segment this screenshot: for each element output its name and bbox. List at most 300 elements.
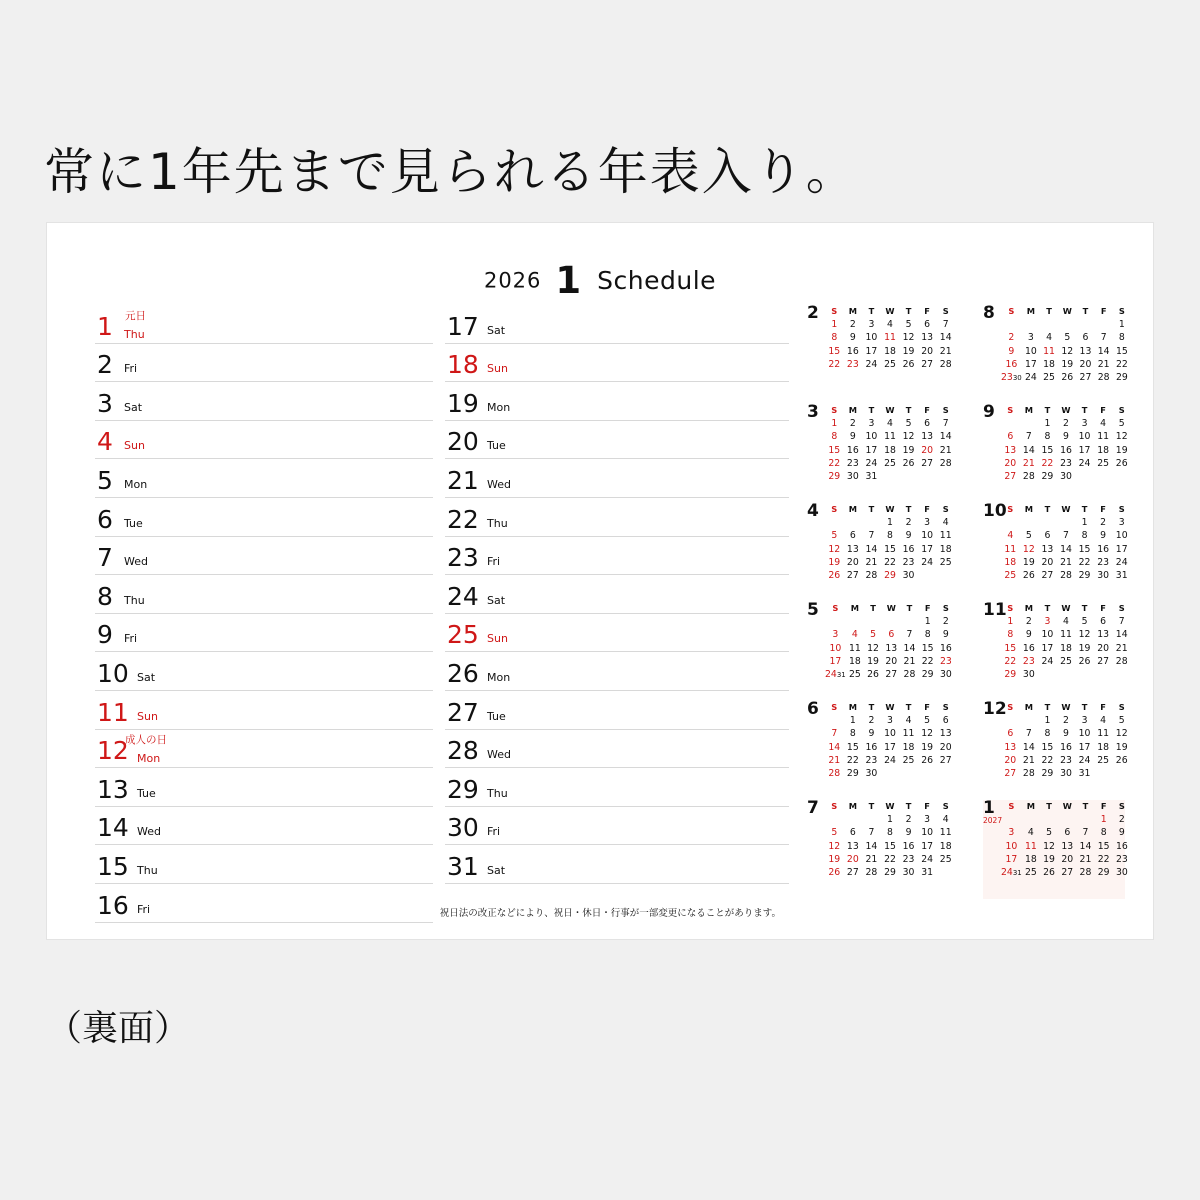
mini-day	[1022, 813, 1040, 826]
schedule-row[interactable]	[95, 537, 433, 576]
mini-day: 8	[1007, 629, 1014, 641]
mini-day: 15	[921, 642, 934, 654]
weekday-label: Sat	[137, 670, 156, 684]
mini-day: 12	[1078, 629, 1091, 641]
mini-weekday-header: S	[942, 306, 949, 316]
mini-day: 19	[1061, 358, 1074, 370]
mini-month[interactable]	[983, 303, 1128, 404]
weekday-label: Fri	[137, 902, 151, 916]
schedule-row[interactable]	[445, 459, 789, 498]
mini-day: 11	[1097, 431, 1110, 443]
mini-day: 23	[1060, 754, 1072, 766]
schedule-row[interactable]	[95, 575, 433, 614]
mini-weekday-header: S	[942, 801, 949, 811]
mini-day: 19	[921, 741, 934, 753]
mini-day: 28	[1022, 471, 1035, 483]
day-number: 12	[97, 736, 129, 766]
mini-weekday-header: T	[1044, 702, 1051, 712]
schedule-row[interactable]	[95, 614, 433, 653]
mini-day: 6	[1100, 616, 1107, 628]
day-number: 9	[97, 620, 113, 650]
mini-day: 22	[1097, 853, 1110, 865]
mini-day: 19	[867, 655, 879, 667]
mini-weekday-header: T	[1081, 702, 1088, 712]
mini-day	[862, 516, 881, 529]
day-number: 10	[97, 658, 129, 688]
mini-day: 22	[828, 457, 841, 469]
mini-day: 23	[846, 358, 859, 370]
mini-day: 29	[1004, 669, 1017, 681]
mini-day: 4	[887, 418, 893, 430]
mini-day: 9	[1118, 827, 1125, 839]
mini-month-label: 3	[807, 402, 819, 422]
weekday-label: Sun	[487, 632, 508, 646]
mini-weekday-header: S	[1118, 603, 1125, 613]
mini-weekday-header: T	[905, 306, 912, 316]
mini-day: 18	[884, 444, 896, 456]
mini-day: 8	[1118, 332, 1125, 344]
mini-day: 21	[865, 853, 878, 865]
mini-month-grid	[1001, 305, 1131, 385]
schedule-row[interactable]	[95, 807, 433, 846]
mini-month-grid	[825, 305, 955, 371]
mini-day: 4	[1100, 715, 1107, 727]
mini-day: 1	[1118, 319, 1125, 331]
mini-day: 11	[1004, 543, 1017, 555]
mini-day: 12	[1115, 728, 1128, 740]
mini-day: 18	[1043, 358, 1055, 370]
day-number: 5	[97, 465, 113, 495]
mini-day: 2	[1100, 517, 1107, 529]
mini-day: 19	[828, 853, 841, 865]
mini-month[interactable]	[983, 798, 1128, 899]
mini-day	[844, 516, 863, 529]
mini-day: 7	[1082, 827, 1089, 839]
mini-day: 17	[865, 345, 878, 357]
mini-day: 25	[939, 556, 952, 568]
mini-weekday-header: F	[924, 504, 930, 514]
mini-day: 26	[1043, 867, 1055, 879]
day-number: 26	[447, 658, 479, 688]
day-number: 3	[97, 388, 113, 418]
mini-day: 2	[1063, 715, 1069, 727]
mini-day: 1	[831, 418, 838, 430]
mini-weekday-header: S	[831, 504, 838, 514]
mini-day: 29	[1115, 372, 1128, 384]
mini-day: 11	[939, 827, 952, 839]
mini-day: 10	[1005, 840, 1018, 852]
mini-month-grid	[1001, 800, 1131, 880]
mini-day: 21	[1079, 853, 1092, 865]
mini-day: 9	[1063, 431, 1069, 443]
mini-day: 10	[1078, 728, 1091, 740]
mini-day: 27	[921, 457, 934, 469]
mini-day: 10	[884, 728, 896, 740]
mini-day: 6	[849, 827, 856, 839]
holiday-label: 成人の日	[125, 734, 167, 747]
mini-day: 1	[1044, 715, 1051, 727]
mini-weekday-header: S	[831, 702, 838, 712]
mini-day: 6	[924, 319, 931, 331]
mini-day: 22	[828, 358, 841, 370]
weekday-label: Thu	[124, 327, 145, 341]
mini-day: 7	[942, 319, 949, 331]
mini-day: 22	[1041, 457, 1054, 469]
schedule-row[interactable]	[445, 845, 789, 884]
disclaimer-note: 祝日法の改正などにより、祝日・休日・行事が一部変更になることがあります。	[439, 907, 781, 919]
mini-day: 28	[903, 669, 916, 681]
schedule-row[interactable]	[95, 498, 433, 537]
mini-weekday-header: T	[868, 306, 875, 316]
mini-day: 12	[1022, 543, 1035, 555]
mini-day: 22	[1115, 358, 1128, 370]
weekday-label: Sun	[487, 362, 508, 376]
mini-day	[1040, 318, 1058, 331]
mini-day: 2330	[1001, 372, 1022, 384]
schedule-row[interactable]	[95, 768, 433, 807]
schedule-column-left	[95, 305, 445, 920]
day-number: 24	[447, 581, 479, 611]
mini-day: 3	[924, 517, 931, 529]
mini-day: 20	[846, 853, 859, 865]
mini-day: 18	[1097, 444, 1110, 456]
mini-day: 5	[1118, 715, 1125, 727]
mini-day: 12	[902, 332, 915, 344]
mini-month[interactable]	[807, 602, 983, 701]
mini-weekday-header: W	[1061, 405, 1071, 415]
mini-day: 6	[849, 530, 856, 542]
weekday-label: Tue	[487, 709, 506, 723]
weekday-label: Tue	[137, 786, 156, 800]
mini-day: 18	[939, 840, 952, 852]
schedule-row[interactable]	[445, 382, 789, 421]
mini-month-grid	[825, 503, 955, 582]
mini-day: 20	[1041, 556, 1054, 568]
mini-day: 13	[939, 728, 952, 740]
mini-day: 29	[1041, 471, 1054, 483]
mini-day: 11	[1024, 840, 1037, 852]
schedule-row[interactable]	[445, 498, 789, 537]
mini-weekday-header: W	[885, 801, 895, 811]
mini-day: 18	[1060, 642, 1072, 654]
mini-day	[862, 813, 881, 826]
schedule-label: Schedule	[597, 266, 717, 295]
mini-day: 29	[884, 867, 896, 879]
mini-day: 23	[939, 655, 952, 667]
holiday-label: 元日	[125, 309, 146, 322]
mini-month[interactable]	[807, 305, 983, 404]
schedule-column-right	[439, 305, 795, 919]
mini-day: 19	[1115, 741, 1128, 753]
mini-weekday-header: W	[1062, 306, 1072, 316]
mini-day: 14	[1079, 840, 1092, 852]
schedule-row[interactable]	[445, 344, 789, 383]
schedule-row[interactable]	[95, 691, 433, 730]
mini-month-grid	[1001, 503, 1131, 582]
mini-day: 3	[832, 629, 839, 641]
mini-day: 18	[1004, 556, 1017, 568]
schedule-row[interactable]	[95, 652, 433, 691]
mini-day: 14	[865, 840, 878, 852]
mini-day: 1	[1007, 616, 1014, 628]
mini-day: 3	[868, 418, 875, 430]
weekday-label: Mon	[487, 400, 511, 414]
day-number: 28	[447, 736, 479, 766]
day-number: 16	[97, 890, 129, 920]
mini-day	[1058, 318, 1076, 331]
mini-day: 1	[1081, 517, 1088, 529]
mini-month[interactable]	[983, 402, 1128, 503]
day-number: 27	[447, 697, 479, 727]
mini-weekday-header: T	[870, 603, 876, 613]
mini-weekday-header: S	[831, 306, 838, 316]
mini-day: 11	[939, 530, 952, 542]
mini-weekday-header: T	[905, 801, 912, 811]
mini-day: 6	[924, 418, 931, 430]
mini-day: 2	[1008, 332, 1015, 344]
mini-weekday-header: T	[1081, 504, 1088, 514]
mini-weekday-header: M	[848, 504, 857, 514]
mini-day: 4	[1046, 332, 1053, 344]
weekday-label: Tue	[124, 516, 143, 530]
weekday-label: Fri	[487, 825, 501, 839]
schedule-row[interactable]	[445, 807, 789, 846]
mini-day: 31	[921, 867, 934, 879]
mini-weekday-header: F	[1100, 702, 1106, 712]
mini-day: 2	[1063, 418, 1069, 430]
mini-weekday-header: M	[848, 405, 857, 415]
mini-day	[882, 615, 900, 628]
mini-day: 4	[1027, 827, 1034, 839]
mini-day	[1040, 813, 1058, 826]
mini-day: 4	[942, 814, 949, 826]
mini-day: 3	[1008, 827, 1015, 839]
mini-month[interactable]	[807, 701, 983, 800]
mini-day: 9	[1025, 629, 1032, 641]
mini-day: 16	[846, 345, 859, 357]
mini-day: 20	[921, 345, 934, 357]
mini-day: 27	[1004, 768, 1017, 780]
mini-day: 24	[865, 457, 878, 469]
mini-day	[1076, 318, 1094, 331]
mini-day: 7	[1025, 728, 1032, 740]
mini-weekday-header: S	[1007, 504, 1014, 514]
day-number: 22	[447, 504, 479, 534]
mini-day: 24	[921, 853, 934, 865]
mini-weekday-header: T	[1044, 603, 1051, 613]
weekday-label: Sat	[487, 593, 506, 607]
mini-day: 30	[1022, 669, 1035, 681]
mini-day	[864, 615, 882, 628]
day-number: 29	[447, 774, 479, 804]
mini-day	[1020, 417, 1039, 430]
mini-day	[825, 813, 844, 826]
mini-day: 27	[921, 358, 934, 370]
mini-day: 17	[1115, 543, 1128, 555]
mini-day: 30	[846, 471, 859, 483]
mini-weekday-header: T	[1046, 306, 1052, 316]
mini-day: 4	[942, 517, 949, 529]
mini-day: 2	[905, 517, 912, 529]
mini-weekday-header: T	[905, 504, 912, 514]
mini-day: 14	[1115, 629, 1128, 641]
mini-day: 21	[1022, 457, 1035, 469]
backside-label: （裏面）	[46, 1008, 191, 1049]
mini-month[interactable]	[983, 600, 1128, 701]
mini-day: 13	[1004, 444, 1017, 456]
mini-day: 3	[1027, 332, 1034, 344]
mini-day: 30	[902, 570, 915, 582]
mini-day: 22	[1078, 556, 1091, 568]
mini-day: 13	[1079, 345, 1092, 357]
mini-day: 1	[1044, 418, 1051, 430]
mini-day: 6	[1064, 827, 1071, 839]
mini-month[interactable]	[983, 501, 1128, 602]
mini-day: 16	[1060, 741, 1072, 753]
mini-weekday-header: T	[905, 405, 912, 415]
mini-month-label: 8	[983, 303, 995, 323]
mini-day: 26	[1078, 655, 1091, 667]
mini-weekday-header: S	[1118, 306, 1125, 316]
mini-month[interactable]	[983, 699, 1128, 800]
mini-day: 28	[1022, 768, 1035, 780]
schedule-row[interactable]	[445, 575, 789, 614]
schedule-row[interactable]	[95, 344, 433, 383]
mini-month-grid	[1001, 404, 1131, 483]
mini-day: 9	[849, 431, 856, 443]
schedule-row[interactable]	[445, 768, 789, 807]
schedule-row[interactable]	[445, 691, 789, 730]
mini-day	[1022, 318, 1040, 331]
mini-day: 4	[1100, 418, 1107, 430]
schedule-row[interactable]	[95, 305, 433, 344]
weekday-label: Wed	[124, 555, 148, 569]
mini-day: 13	[885, 642, 898, 654]
schedule-row[interactable]	[445, 730, 789, 769]
mini-day: 23	[865, 754, 878, 766]
mini-day: 26	[1115, 754, 1128, 766]
schedule-row[interactable]	[445, 537, 789, 576]
mini-month-label: 7	[807, 798, 819, 818]
schedule-row[interactable]	[95, 730, 433, 769]
mini-month[interactable]	[807, 503, 983, 602]
mini-day: 11	[1060, 629, 1072, 641]
mini-day: 28	[1079, 867, 1092, 879]
mini-day: 28	[939, 457, 952, 469]
schedule-row[interactable]	[95, 382, 433, 421]
mini-weekday-header: F	[924, 702, 930, 712]
schedule-row[interactable]	[445, 421, 789, 460]
calendar-month: 1	[555, 259, 582, 302]
mini-weekday-header: S	[1007, 603, 1014, 613]
mini-day: 25	[884, 358, 896, 370]
mini-day: 10	[829, 642, 842, 654]
mini-day: 30	[1115, 867, 1128, 879]
mini-month[interactable]	[807, 800, 983, 899]
schedule-row[interactable]	[445, 652, 789, 691]
day-number: 23	[447, 543, 479, 573]
weekday-label: Wed	[487, 477, 511, 491]
mini-weekday-header: W	[885, 306, 895, 316]
mini-day: 8	[887, 530, 893, 542]
mini-day: 22	[1041, 754, 1054, 766]
day-number: 17	[447, 311, 479, 341]
mini-day: 7	[868, 530, 875, 542]
mini-day: 19	[1078, 642, 1091, 654]
mini-day: 19	[1022, 556, 1035, 568]
mini-day: 28	[1115, 655, 1128, 667]
schedule-row[interactable]	[445, 614, 789, 653]
mini-day: 18	[1024, 853, 1037, 865]
mini-day: 2	[849, 418, 856, 430]
mini-day: 16	[1115, 840, 1128, 852]
mini-weekday-header: F	[1100, 801, 1107, 811]
mini-month-label: 6	[807, 699, 819, 719]
mini-day: 25	[1097, 754, 1110, 766]
mini-day: 22	[884, 556, 896, 568]
mini-day: 12	[1115, 431, 1128, 443]
mini-day: 24	[1078, 754, 1091, 766]
mini-day: 11	[848, 642, 861, 654]
mini-weekday-header: W	[885, 702, 895, 712]
mini-day	[900, 615, 918, 628]
schedule-grid	[95, 305, 795, 920]
mini-month-label: 5	[807, 600, 819, 620]
day-number: 6	[97, 504, 113, 534]
mini-day: 27	[939, 754, 952, 766]
mini-day: 20	[1079, 358, 1092, 370]
weekday-label: Sun	[124, 439, 145, 453]
schedule-row[interactable]	[445, 305, 789, 344]
day-number: 18	[447, 350, 479, 380]
schedule-row[interactable]	[95, 421, 433, 460]
mini-day: 20	[1061, 853, 1074, 865]
mini-month[interactable]	[807, 404, 983, 503]
mini-day: 28	[865, 570, 878, 582]
mini-day: 12	[1061, 345, 1074, 357]
mini-day: 27	[1061, 867, 1074, 879]
mini-day: 20	[1004, 754, 1017, 766]
mini-weekday-header: F	[924, 405, 930, 415]
mini-day: 15	[1115, 345, 1128, 357]
mini-day: 24	[1078, 457, 1091, 469]
mini-day: 15	[1097, 840, 1110, 852]
mini-month-grid	[1001, 701, 1131, 780]
schedule-row[interactable]	[95, 845, 433, 884]
mini-month-grid	[1001, 602, 1131, 681]
mini-day: 19	[828, 556, 841, 568]
mini-day: 1	[831, 319, 838, 331]
schedule-row[interactable]	[95, 884, 433, 923]
mini-day: 13	[1097, 629, 1110, 641]
mini-day: 3	[1118, 517, 1125, 529]
mini-day: 26	[828, 570, 841, 582]
mini-day: 5	[1025, 530, 1032, 542]
mini-weekday-header: T	[1044, 504, 1051, 514]
mini-day: 5	[1081, 616, 1088, 628]
mini-day: 7	[1063, 530, 1069, 542]
mini-day: 23	[1060, 457, 1072, 469]
mini-day: 13	[846, 840, 859, 852]
mini-day: 8	[1081, 530, 1088, 542]
day-number: 2	[97, 350, 113, 380]
schedule-row[interactable]	[95, 459, 433, 498]
mini-weekday-header: F	[1100, 504, 1106, 514]
mini-weekday-header: T	[1081, 603, 1088, 613]
mini-day: 22	[884, 853, 896, 865]
mini-day: 24	[921, 556, 934, 568]
mini-month-grid	[825, 701, 955, 780]
